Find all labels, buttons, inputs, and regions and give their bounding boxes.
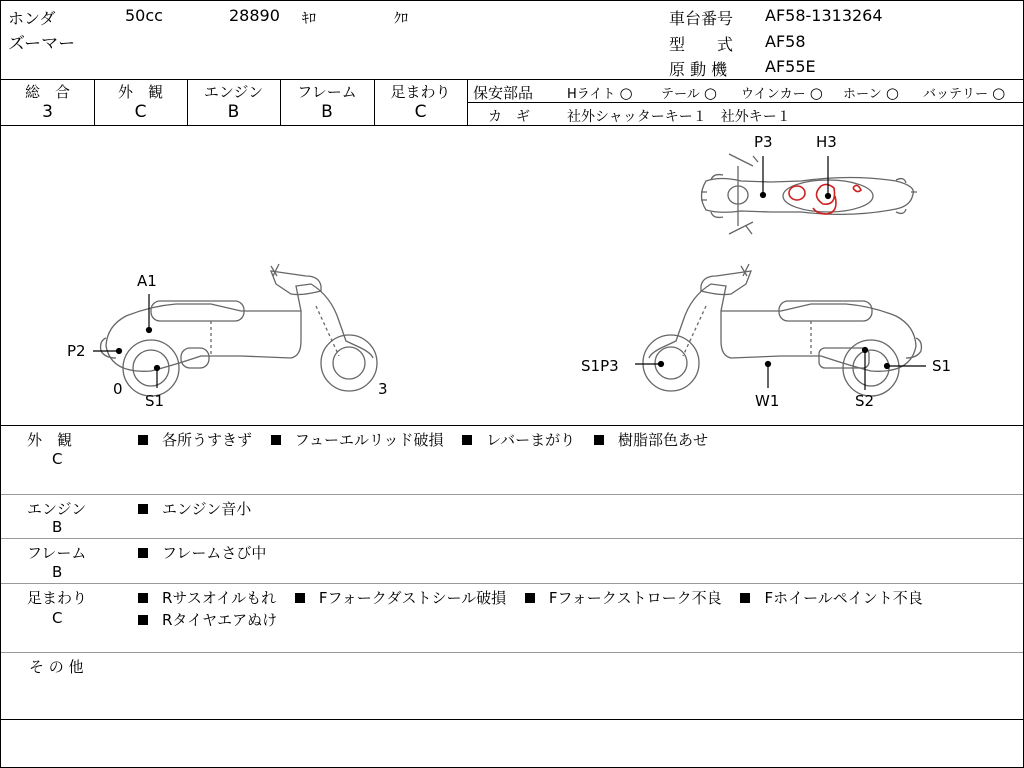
remark-category: フレーム: [27, 544, 87, 562]
grade-value-overall: 3: [42, 102, 53, 122]
grade-label-engine: エンジン: [203, 83, 264, 101]
frame-no-label: 車台番号: [669, 9, 734, 28]
remark-line: Rサスオイルもれ Fフォークダストシール破損 Fフォークストローク不良 Fホイールペイント不良: [138, 587, 937, 608]
grade-value-engine: B: [227, 102, 240, 122]
remark-line: エンジン音小: [138, 498, 265, 519]
diagram-label: P2: [67, 342, 86, 360]
grade-value-suspension: C: [414, 102, 427, 122]
remark-category: 外 観: [27, 431, 73, 449]
grade-label-exterior: 外 観: [117, 83, 163, 101]
diagram-label: H3: [816, 133, 837, 151]
safety-item: バッテリー ○: [923, 84, 1006, 102]
diagram-label: 0: [113, 380, 123, 398]
type-value: AF58: [765, 32, 806, 51]
damage-diagram: [1, 126, 1023, 425]
diagram-label: S2: [855, 392, 875, 410]
remark-grade: B: [52, 563, 63, 581]
engine-value: AF55E: [765, 57, 816, 76]
safety-item: テール ○: [661, 84, 717, 102]
diagram-label: W1: [755, 392, 780, 410]
maker: ホンダ: [8, 9, 56, 28]
diagram-label: A1: [137, 272, 157, 290]
displacement: 50cc: [125, 6, 163, 25]
safety-item: Hライト ○: [567, 84, 633, 102]
divider: [1, 425, 1023, 426]
remark-category: エンジン: [27, 500, 87, 518]
remark-grade: C: [52, 450, 63, 468]
engine-label: 原 動 機: [669, 60, 728, 79]
frame-no: AF58-1313264: [765, 6, 883, 25]
diagram-label: 3: [378, 380, 388, 398]
remark-line: 各所うすきず フューエルリッド破損 レバーまがり 樹脂部色あせ: [138, 429, 722, 450]
type-label: 型 式: [669, 35, 734, 54]
remark-line: Rタイヤエアぬけ: [138, 609, 291, 630]
remark-grade: B: [52, 518, 63, 536]
safety-item: ホーン ○: [843, 84, 899, 102]
grade-value-exterior: C: [134, 102, 147, 122]
diagram-label: S1: [932, 357, 952, 375]
grade-label-overall: 総 合: [24, 83, 70, 101]
color: ｸﾛ: [394, 11, 408, 27]
remark-category: そ の 他: [29, 658, 84, 676]
mileage: 28890: [229, 6, 280, 25]
remark-category: 足まわり: [27, 589, 88, 607]
divider: [1, 79, 1023, 80]
safety-item: ウインカー ○: [741, 84, 823, 102]
diagram-label: S1P3: [581, 357, 619, 375]
key-value: 社外シャッターキー１ 社外キー１: [567, 109, 791, 125]
diagram-label: P3: [754, 133, 773, 151]
key-label: カ ギ: [488, 109, 530, 125]
model-name: ズーマー: [8, 34, 76, 54]
mileage-unit: ｷﾛ: [302, 11, 316, 27]
grade-value-frame: B: [321, 102, 333, 122]
safety-label: 保安部品: [473, 84, 534, 102]
remark-line: フレームさび中: [138, 542, 280, 563]
scooter-right-view: [643, 264, 921, 396]
remark-grade: C: [52, 609, 63, 627]
diagram-label: S1: [145, 392, 165, 410]
scooter-top-view: [701, 154, 917, 234]
grade-label-suspension: 足まわり: [390, 83, 451, 101]
grade-label-frame: フレーム: [297, 83, 357, 101]
